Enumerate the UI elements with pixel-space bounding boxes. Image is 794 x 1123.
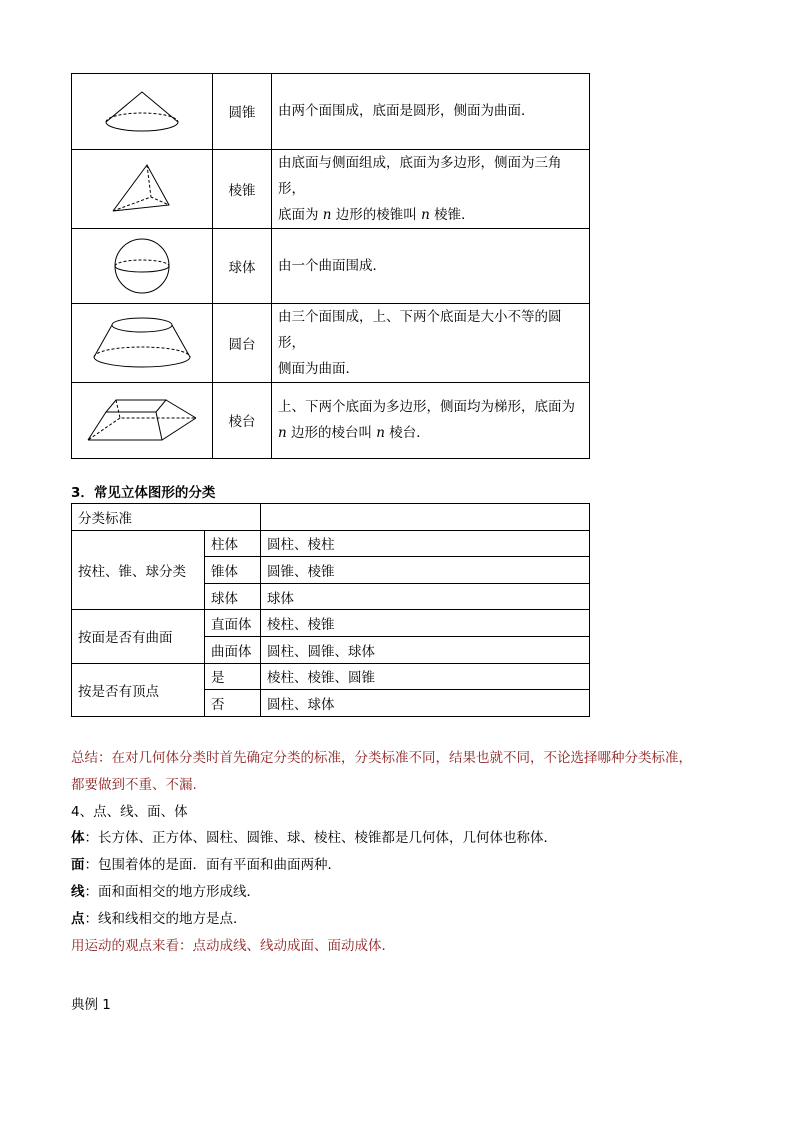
definition-term: 体 [71,830,85,847]
description-line: 侧面为曲面． [278,361,359,378]
example-cell: 圆锥、棱锥 [261,557,590,584]
definition-line [71,825,731,852]
sphere-icon [110,236,174,296]
shape-name: 圆台 [213,304,272,383]
example-cell: 圆柱、棱柱 [261,530,590,557]
table-cell [261,504,590,531]
description-line: 上、下两个底面为多边形，侧面均为梯形，底面为 [278,399,575,416]
summary-line: 总结：在对几何体分类时首先确定分类的标准，分类标准不同，结果也就不同，不论选择哪种分类标准， [71,750,692,766]
group-label: 按柱、锥、球分类 [72,530,205,610]
description-line: 由底面与侧面组成，底面为多边形，侧面为三角形， [278,154,562,197]
solid-shapes-table [71,73,590,459]
definition-line [71,906,731,933]
motion-line: 用运动的观点来看：点动成线、线动成面、面动成体． [71,937,395,954]
table-row [72,504,590,531]
table-row [72,663,590,690]
figure-cell [72,304,213,383]
shape-name: 棱台 [213,383,272,459]
section-title: 3．常见立体图形的分类 [71,485,216,501]
example-cell: 圆柱、球体 [261,690,590,717]
shape-name: 圆锥 [213,74,272,150]
shape-name: 棱锥 [213,149,272,228]
description-line: 由三个面围成，上、下两个底面是大小不等的圆形， [278,309,562,352]
description-line: n 边形的棱台叫 n 棱台． [278,425,430,442]
example-heading: 典例 1 [71,997,111,1013]
table-row [72,383,590,459]
definition-term: 点 [71,910,85,927]
definition-line [71,879,731,906]
shape-name: 球体 [213,228,272,304]
cone-icon [102,86,182,136]
figure-cell [72,228,213,304]
figure-cell [72,74,213,150]
category-cell: 锥体 [205,557,261,584]
definition-term: 面 [71,857,85,874]
example-cell: 球体 [261,583,590,610]
definition-text: ：包围着体的是面．面有平面和曲面两种． [84,857,341,874]
notes-block [71,745,731,959]
description-line: 底面为 n 边形的棱锥叫 n 棱锥． [278,206,475,223]
table-row [72,304,590,383]
shape-description [272,383,590,459]
example-cell: 棱柱、棱锥、圆锥 [261,663,590,690]
classification-table [71,503,590,717]
table-row [72,149,590,228]
category-cell: 直面体 [205,610,261,637]
definition-text: ：线和线相交的地方是点． [84,910,247,927]
shape-description [272,304,590,383]
figure-cell [72,383,213,459]
shape-description [272,228,590,304]
summary-line: 都要做到不重、不漏. [71,776,197,793]
table-row [72,228,590,304]
group-label: 按是否有顶点 [72,663,205,716]
figure-cell [72,149,213,228]
group-label: 按面是否有曲面 [72,610,205,663]
shape-description [272,149,590,228]
frustum-cone-icon [90,313,194,373]
table-header: 分类标准 [72,504,261,531]
frustum-pyramid-icon [86,392,198,448]
pyramid-icon [107,161,177,217]
table-row [72,530,590,557]
description-line: 由两个面围成，底面是圆形，侧面为曲面． [278,103,535,120]
category-cell: 柱体 [205,530,261,557]
category-cell: 曲面体 [205,636,261,663]
example-cell: 圆柱、圆锥、球体 [261,636,590,663]
category-cell: 是 [205,663,261,690]
shape-description [272,74,590,150]
table-row [72,74,590,150]
category-cell: 否 [205,690,261,717]
example-cell: 棱柱、棱锥 [261,610,590,637]
section-title: 4、点、线、面、体 [71,803,188,820]
category-cell: 球体 [205,583,261,610]
table-row [72,610,590,637]
description-line: 由一个曲面围成． [278,257,386,274]
definition-text: ：长方体、正方体、圆柱、圆锥、球、棱柱、棱锥都是几何体，几何体也称体． [84,830,557,847]
definition-text: ：面和面相交的地方形成线． [84,883,260,900]
definition-line [71,852,731,879]
definition-term: 线 [71,883,85,900]
